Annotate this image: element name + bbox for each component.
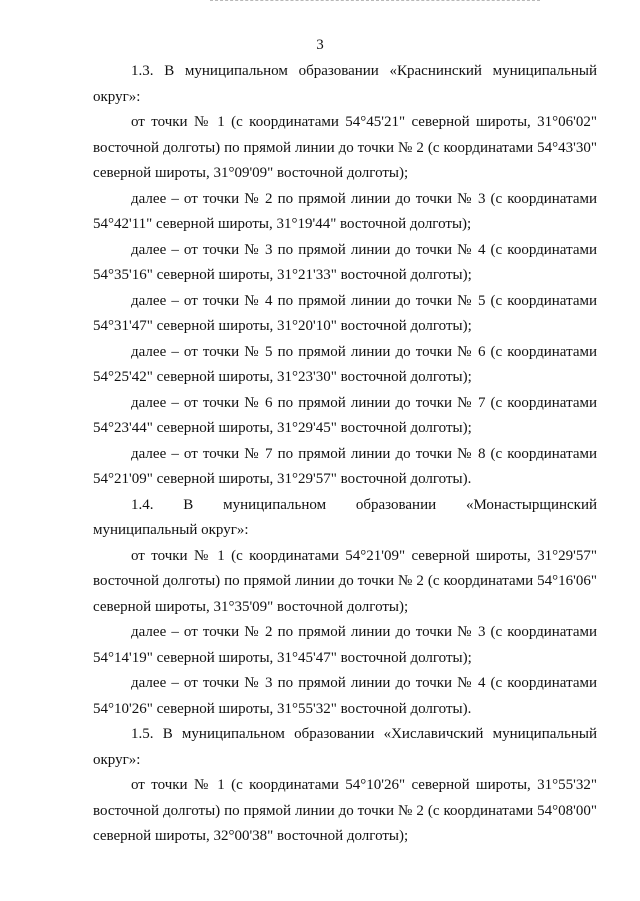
page-number: 3 — [316, 37, 324, 53]
section-1-4-word: муниципальном — [223, 496, 327, 513]
section-1-4-point-1-2: от точки № 1 (с координатами 54°21'09" северной широты, 31°29'57" восточной долготы) по прямой линии до точки № 2 (с координатами 54°16'06" северной широты, 31°35'09" восточной долготы); — [93, 547, 597, 615]
section-1-3-heading: 1.3. В муниципальном образовании «Краснинский муниципальный округ»: — [93, 63, 597, 105]
boundary-point-1-2: от точки № 1 (с координатами 54°45'21" северной широты, 31°06'02" восточной долготы) по прямой линии до точки № 2 (с координатами 54°43'30" северной широты, 31°09'09" восточной долготы); — [93, 114, 597, 181]
boundary-point-3-4: далее – от точки № 3 по прямой линии до точки № 4 (с координатами 54°35'16" северной широты, 31°21'33" восточной долготы); — [93, 241, 597, 283]
section-1-4-heading-continuation: муниципальный округ»: — [93, 522, 249, 538]
boundary-point-7-8: далее – от точки № 7 по прямой линии до точки № 8 (с координатами 54°21'09" северной широты, 31°29'57" восточной долготы). — [93, 445, 597, 487]
page-top-edge-scan-artifact — [210, 0, 540, 4]
boundary-point-6-7: далее – от точки № 6 по прямой линии до точки № 7 (с координатами 54°23'44" северной широты, 31°29'45" восточной долготы); — [93, 394, 597, 436]
section-1-4-word: В — [183, 496, 194, 513]
boundary-point-2-3: далее – от точки № 2 по прямой линии до точки № 3 (с координатами 54°42'11" северной широты, 31°19'44" восточной долготы); — [93, 190, 597, 232]
section-1-4-point-3-4: далее – от точки № 3 по прямой линии до точки № 4 (с координатами 54°10'26" северной широты, 31°55'32" восточной долготы). — [93, 675, 597, 717]
section-1-4-heading — [93, 493, 597, 519]
section-1-4-word: 1.4. — [131, 496, 154, 513]
boundary-point-5-6: далее – от точки № 5 по прямой линии до точки № 6 (с координатами 54°25'42" северной широты, 31°23'30" восточной долготы); — [93, 343, 597, 385]
section-1-4-word: образовании — [355, 496, 437, 513]
section-1-5-point-1-2: от точки № 1 (с координатами 54°10'26" северной широты, 31°55'32" восточной долготы) по прямой линии до точки № 2 (с координатами 54°08'00" северной широты, 32°00'38" восточной долготы); — [93, 777, 597, 844]
section-1-4-point-2-3: далее – от точки № 2 по прямой линии до точки № 3 (с координатами 54°14'19" северной широты, 31°45'47" восточной долготы); — [93, 624, 597, 666]
document-body — [93, 59, 597, 850]
boundary-point-4-5: далее – от точки № 4 по прямой линии до точки № 5 (с координатами 54°31'47" северной широты, 31°20'10" восточной долготы); — [93, 292, 597, 334]
section-1-4-word: «Монастырщинский — [465, 496, 597, 513]
section-1-5-heading: 1.5. В муниципальном образовании «Хиславичский муниципальный округ»: — [93, 726, 597, 768]
